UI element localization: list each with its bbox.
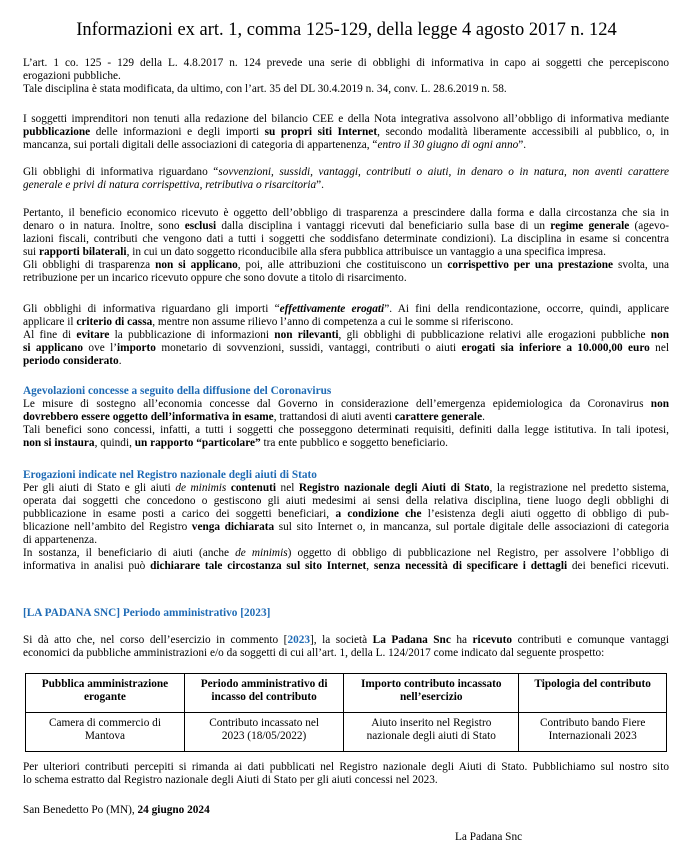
text-span: Per gli aiuti di Stato e gli aiuti (23, 482, 176, 494)
bold-italic-text: effettivamente erogati (279, 303, 385, 315)
text-line (23, 316, 669, 329)
text-span: delle informazioni e degli importi (90, 126, 265, 138)
intro-paragraph (23, 57, 669, 96)
bold-text: non si applicano (155, 259, 238, 271)
bold-text: criterio di cassa (76, 316, 153, 328)
text-line: lo schema estratto dal Registro nazionale degli Aiuti di Stato per gli aiuti concessi nel 2023. (23, 774, 438, 786)
bold-text: periodo considerato (23, 355, 119, 367)
bold-text: contenuti (226, 482, 277, 494)
text-span: Le misure di sostegno all’economia concesse dal Governo in considerazione dell’emergenza epidemiologica da Coronavirus (23, 398, 651, 410)
bold-text: rapporti bilaterali (39, 246, 127, 258)
bold-text: a condizione che (335, 508, 422, 520)
text-line (23, 437, 669, 450)
text-line (23, 560, 669, 573)
text-span: blicazione nell’ambito del Registro (23, 521, 192, 533)
year-highlight: 2023 (287, 634, 311, 646)
text-span: , in cui un dato soggetto riconducibile alla sfera pubblica attribuisce un vantaggio a una specifica impresa. (126, 246, 606, 258)
section-registro-aiuti (23, 469, 669, 573)
column-header: Periodo amministrativo di incasso del contributo (184, 674, 343, 713)
text-span: Gli obblighi di trasparenza (23, 259, 156, 271)
text-span: , quindi, (94, 437, 135, 449)
text-span: contributi e comunque vantaggi (512, 634, 670, 646)
paragraph-obbligo-pubblicazione (23, 113, 669, 152)
bold-text: dovrebbero essere oggetto dell’informativa in esame (23, 411, 274, 423)
place-date (23, 804, 669, 817)
place-text: San Benedetto Po (MN), (23, 804, 138, 816)
paragraph-beneficio-economico (23, 207, 669, 285)
text-span: , mentre non assume rilievo l’anno di competenza a cui le somme si riferiscono. (152, 316, 514, 328)
text-line (23, 139, 669, 152)
date-text: 24 giugno 2024 (137, 804, 210, 816)
table-row (26, 713, 667, 752)
text-span: , la registrazione nel predetto sistema, (489, 482, 669, 494)
text-line: retribuzione per un incarico ricevuto oppure che sono dovute a titolo di risarcimento. (23, 272, 407, 284)
italic-text: de minimis (175, 482, 227, 494)
italic-text: generale e privi di natura corrispettiva, retributiva o risarcitoria (23, 179, 317, 191)
contributi-table (25, 673, 667, 752)
text-span: Gli obblighi di informativa riguardano gli importi “ (23, 303, 280, 315)
text-line (23, 521, 669, 534)
bold-text: senza necessità di specificare i dettagli (373, 560, 568, 572)
bold-text: non (650, 329, 669, 341)
intro-line: Tale disciplina è stata modificata, da ultimo, con l’art. 35 del DL 30.4.2019 n. 34, conv. L. 28.6.2019 n. 58. (23, 83, 507, 95)
text-line (23, 342, 669, 355)
text-span: Al fine di (23, 329, 77, 341)
bold-text: un rapporto “particolare” (134, 437, 261, 449)
italic-text: sovvenzioni, sussidi, vantaggi, contributi o aiuti, in denaro o in natura, non aventi carattere (218, 166, 669, 178)
section-heading-coronavirus: Agevolazioni concesse a seguito della diffusione del Coronavirus (23, 385, 332, 397)
text-line (23, 804, 669, 817)
text-line (23, 411, 669, 424)
text-span: ) oggetto di obbligo di pubblicazione nel Registro, per assolvere l’obbligo di (287, 547, 669, 559)
text-span: ], la società (310, 634, 373, 646)
text-span: . (118, 355, 122, 367)
text-line (23, 303, 669, 316)
section-heading-registro: Erogazioni indicate nel Registro nazionale degli aiuti di Stato (23, 469, 317, 481)
text-line: I soggetti imprenditori non tenuti alla redazione del bilancio CEE e della Nota integrativa assolvono all’obbligo di informativa mediante (23, 113, 669, 125)
column-header: Importo contributo incassato nell’esercizio (344, 674, 519, 713)
table-cell: Contributo incassato nel 2023 (18/05/2022) (184, 713, 343, 752)
text-span: dalla disciplina i vantaggi ricevuti dal beneficiario sulla base di un (216, 220, 551, 232)
section-la-padana (23, 607, 669, 620)
text-line (23, 508, 669, 521)
text-line: economici da pubbliche amministrazioni e/o da soggetti di cui all’art. 1, della L. 124/2017 come indicato dal seguente prospetto: (23, 647, 605, 659)
text-span: informativa in analisi può (23, 560, 151, 572)
bold-text: evitare (76, 329, 110, 341)
text-span: Si dà atto che, nel corso dell’esercizio in commento [ (23, 634, 288, 646)
text-span: monetario di sovvenzioni, sussidi, vantaggi, contributi o aiuti (155, 342, 462, 354)
text-span: sul sito Internet o, in mancanza, sul portale digitale delle associazioni di categoria (274, 521, 669, 533)
text-line: lazioni fiscali, contributi che vengono dati a tutti i soggetti che soddisfano determinate condizioni). La disciplina in esame si concentra (23, 233, 669, 245)
document-title: Informazioni ex art. 1, comma 125-129, della legge 4 agosto 2017 n. 124 (76, 20, 617, 40)
text-span: , secondo modalità liberamente accessibili al pubblico, o, in (377, 126, 669, 138)
text-span: nel (276, 482, 299, 494)
paragraph-prospetto (23, 634, 669, 660)
bold-text: non rilevanti (274, 329, 339, 341)
text-span: (agevo- (629, 220, 670, 232)
text-line (23, 179, 669, 192)
text-span: dei benefici ricevuti. (567, 560, 669, 572)
italic-text: de minimis (235, 547, 288, 559)
text-span: l’esistenza degli aiuti oggetto di obbligo di pub- (421, 508, 669, 520)
text-span: , poi, alle attribuzioni che costituiscono un (237, 259, 448, 271)
bold-text: carattere generale (394, 411, 483, 423)
text-line (23, 220, 669, 233)
text-line (23, 246, 669, 259)
bold-text: Registro nazionale degli Aiuti di Stato (298, 482, 490, 494)
bold-text: erogati sia inferiore a 10.000,00 euro (461, 342, 650, 354)
paragraph-criterio-cassa (23, 303, 669, 368)
bold-text: non si instaura (23, 437, 95, 449)
text-span: svolta, una (613, 259, 670, 271)
table-cell: Aiuto inserito nel Registro nazionale degli aiuti di Stato (344, 713, 519, 752)
bold-text: regime generale (550, 220, 630, 232)
bold-text: ricevuto (472, 634, 513, 646)
italic-text: entro il 30 giugno di ogni anno (377, 139, 519, 151)
intro-line: L’art. 1 co. 125 - 129 della L. 4.8.2017 n. 124 prevede una serie di obblighi di informativa in capo ai soggetti che percepiscono (23, 57, 669, 69)
text-line (23, 329, 669, 342)
text-span: ”. (518, 139, 527, 151)
text-line (23, 355, 669, 368)
text-line (23, 547, 669, 560)
text-line (23, 259, 669, 272)
text-span: , trattandosi di aiuti aventi (273, 411, 395, 423)
text-line (23, 166, 669, 179)
intro-line: erogazioni pubbliche. (23, 70, 121, 82)
text-span: ha (450, 634, 473, 646)
bold-text: non (650, 398, 669, 410)
text-span: sui (23, 246, 40, 258)
closing-paragraph (23, 761, 669, 787)
column-header: Pubblica amministrazione erogante (26, 674, 185, 713)
bold-text: dichiarare tale circostanza sul sito Internet (150, 560, 367, 572)
text-span: In sostanza, il beneficiario di aiuti (anche (23, 547, 236, 559)
text-line: Per ulteriori contributi percepiti si rimanda ai dati pubblicati nel Registro nazionale degli Aiuti di Stato. Pubblichiamo sul nostro sito (23, 761, 669, 773)
text-span: mancanza, sui portali digitali delle associazioni di categoria di appartenenza, “ (23, 139, 378, 151)
text-line (23, 634, 669, 647)
table-header-row (26, 674, 667, 713)
bold-text: su propri siti Internet (264, 126, 378, 138)
paragraph-oggetto-obblighi (23, 166, 669, 192)
text-span: la pubblicazione di informazioni (109, 329, 275, 341)
text-span: . (482, 411, 485, 423)
bold-text: esclusi (184, 220, 217, 232)
text-line: Tali benefici sono concessi, infatti, a tutti i soggetti che posseggono determinati requisiti, definiti dalla legge istitutiva. In tali ipotesi, (23, 424, 669, 436)
bold-text: si applicano (23, 342, 84, 354)
text-span: Gli obblighi di informativa riguardano “ (23, 166, 219, 178)
text-span: nel (649, 342, 669, 354)
table-cell: Camera di commercio di Mantova (26, 713, 185, 752)
text-span: pubblicazione in esame posti a carico dei soggetti beneficiari, (23, 508, 336, 520)
section-heading-periodo: [LA PADANA SNC] Periodo amministrativo [2023] (23, 607, 271, 619)
text-span: , (366, 560, 374, 572)
text-line (23, 482, 669, 495)
bold-text: importo (117, 342, 156, 354)
table-cell: Contributo bando Fiere Internazionali 2023 (519, 713, 667, 752)
text-span: applicare il (23, 316, 77, 328)
text-span: ”. (316, 179, 325, 191)
bold-text: pubblicazione (23, 126, 91, 138)
section-coronavirus (23, 385, 669, 450)
text-line (23, 398, 669, 411)
signature: La Padana Snc (455, 831, 523, 843)
text-line: Pertanto, il beneficio economico ricevuto è oggetto dell’obbligo di trasparenza a prescindere dalla forma e dalla circostanza che sia in (23, 207, 669, 219)
bold-text: venga dichiarata (191, 521, 275, 533)
text-line: operata dai soggetti che concedono o gestiscono gli aiuti medesimi ai sensi della relativa disciplina, tiene luogo degli obblighi di (23, 495, 669, 507)
text-span: ”. Ai fini della rendicontazione, occorre, quindi, applicare (384, 303, 669, 315)
text-span: tra ente pubblico e soggetto beneficiario. (260, 437, 448, 449)
text-line (23, 126, 669, 139)
text-span: denaro o in natura. Inoltre, sono (23, 220, 185, 232)
text-span: ove l’ (83, 342, 118, 354)
column-header: Tipologia del contributo (519, 674, 667, 713)
text-line: di appartenenza. (23, 534, 98, 546)
text-span: , gli obblighi di pubblicazione relativi alle erogazioni pubbliche (338, 329, 651, 341)
bold-text: corrispettivo per una prestazione (447, 259, 614, 271)
bold-text: La Padana Snc (372, 634, 451, 646)
